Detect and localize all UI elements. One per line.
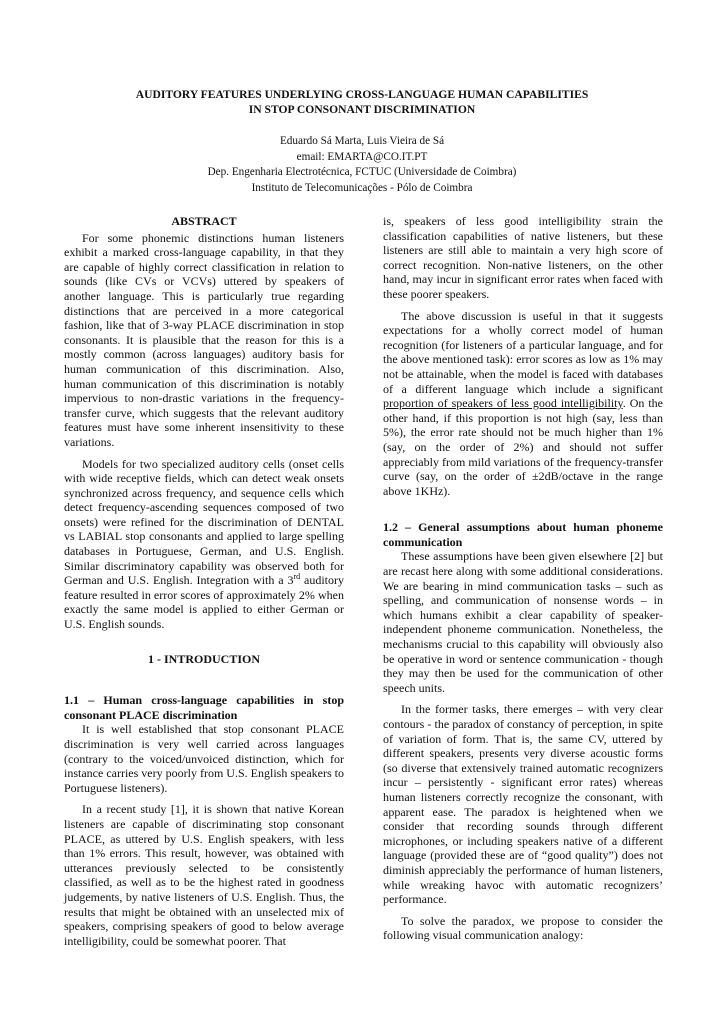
right-column xyxy=(383,214,663,950)
right-paragraph-3: These assumptions have been given elsewhere [2] but are recast here along with some additional considerations. We are bearing in mind communication tasks – such as spelling, and communication of nonsense words – in which humans exhibit a clear capability of speaker-independent phoneme communication. Nonetheless, the mechanisms crucial to this capability will obviously also be operative in word or sentence communication - though they may then be used for the communication of other speech units. xyxy=(383,549,663,695)
author-block xyxy=(60,134,664,197)
right-paragraph-2 xyxy=(383,309,663,499)
intro-paragraph-2: In a recent study [1], it is shown that native Korean listeners are capable of discriminating stop consonant PLACE, as uttered by U.S. English speakers, with less than 1% errors. This result, however, was obtained with utterances previously selected to be consistently classified, as well as to be the highest rated in goodness judgements, by native listeners of U.S. English. Thus, the results that might be obtained with an unselected mix of speakers, comprising speakers of good to below average intelligibility, could be somewhat poorer. That xyxy=(64,802,344,948)
abstract-p2-text-b: auditory feature resulted in error scores of approximately 2% when exactly the same model is applied to either German or U.S. English sounds. xyxy=(64,573,344,632)
author-email: email: EMARTA@CO.IT.PT xyxy=(296,150,428,163)
title-line-2: IN STOP CONSONANT DISCRIMINATION xyxy=(248,102,476,116)
introduction-heading: 1 - INTRODUCTION xyxy=(147,651,260,666)
author-institute: Instituto de Telecomunicações - Pólo de Coimbra xyxy=(251,182,473,195)
author-department: Dep. Engenharia Electrotécnica, FCTUC (Universidade de Coimbra) xyxy=(207,166,517,179)
abstract-heading: ABSTRACT xyxy=(171,214,237,228)
title-line-1: AUDITORY FEATURES UNDERLYING CROSS-LANGUAGE HUMAN CAPABILITIES xyxy=(135,88,589,101)
abstract-paragraph-2 xyxy=(64,457,344,632)
intro-paragraph-1: It is well established that stop consonant PLACE discrimination is very well carried across languages (contrary to the voiced/unvoiced distinction, which for instance carries very poorly from U.S. English speakers to Portuguese listeners). xyxy=(64,722,344,795)
left-column xyxy=(64,214,344,955)
right-p2-text-a: The above discussion is useful in that it suggests expectations for a wholly correct model of human recognition (for listeners of a particular language, and for the above mentioned task): error scores as low as 1% may not be attainable, when the model is faced with databases of a different language which include a significant xyxy=(383,308,663,396)
paper-title xyxy=(60,88,664,117)
right-paragraph-1: is, speakers of less good intelligibility strain the classification capabilities of native listeners, but these listeners are still able to maintain a very high score of correct recognition. Non-native listeners, on the other hand, may incur in significant error rates when faced with these poorer speakers. xyxy=(383,214,663,301)
abstract-paragraph-1: For some phonemic distinctions human listeners exhibit a marked cross-language capability, in that they are capable of highly correct classification in relation to sounds (like CVs or VCVs) uttered by speakers of another language. This is particularly true regarding distinctions that are perceived in a more categorical fashion, like that of 3-way PLACE discrimination in stop consonants. It is plausible that the reason for this is a mostly common (across languages) auditory basis for human communication of this discrimination. Also, human communication of this discrimination is notably impervious to non-drastic variations in the frequency-transfer curve, which suggests that the relevant auditory features must have some inherent insensitivity to these variations. xyxy=(64,230,344,449)
abstract-p2-superscript: rd xyxy=(293,572,301,582)
right-paragraph-5: To solve the paradox, we propose to consider the following visual communication analogy: xyxy=(383,913,663,943)
right-paragraph-4: In the former tasks, there emerges – with very clear contours - the paradox of constancy of perception, in spite of variation of form. That is, the same CV, uttered by different speakers, presents very diverse acoustic forms (so diverse that extensively trained automatic recognizers incur – persistently - significant error rates) whereas human listeners correctly recognize the consonant, with apparent ease. The paradox is heightened when we consider that recording sounds through different microphones, or including speakers native of a different language (provided these are of “good quality”) does not diminish appreciably the performance of human listeners, while wreaking havoc with automatic recognizers’ performance. xyxy=(383,702,663,907)
subsection-1-2-heading: 1.2 – General assumptions about human phoneme communication xyxy=(383,520,663,549)
underlined-phrase: proportion of speakers of less good intelligibility xyxy=(383,396,623,411)
right-p2-text-b: . On the other hand, if this proportion is not high (say, less than 5%), the error rate should not be much higher than 1% (say, on the order of 2%) and should not suffer appreciably from mild variations of the frequency-transfer curve (say, on the order of ±2dB/octave in the range above 1KHz). xyxy=(383,396,663,498)
author-names: Eduardo Sá Marta, Luis Vieira de Sá xyxy=(279,135,445,147)
abstract-p2-text-a: Models for two specialized auditory cells (onset cells with wide receptive fields, which can detect weak onsets synchronized across frequency, and sequence cells which detect frequency-ascending sequences composed of two onsets) were refined for the discrimination of DENTAL vs LABIAL stop consonants and applied to large spelling databases in Portuguese, German, and U.S. English. Similar discriminatory capability was observed both for German and U.S. English. Integration with a 3 xyxy=(64,456,344,588)
subsection-1-1-heading: 1.1 – Human cross-language capabilities in stop consonant PLACE discrimination xyxy=(64,693,344,722)
